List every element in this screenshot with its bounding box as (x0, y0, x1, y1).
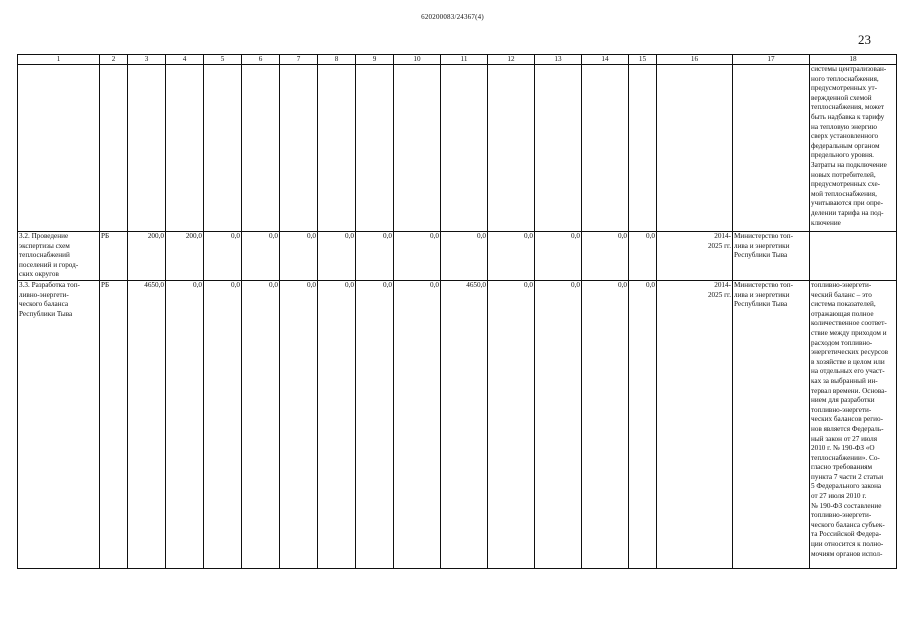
table-row (18, 281, 897, 569)
funding-source (100, 65, 128, 232)
value-cell (356, 65, 394, 232)
value-cell: 0,0 (582, 232, 629, 281)
column-header: 10 (394, 55, 441, 65)
column-header: 3 (128, 55, 166, 65)
value-cell: 0,0 (166, 281, 204, 569)
table-row (18, 65, 897, 232)
column-header: 15 (629, 55, 657, 65)
value-cell: 0,0 (204, 232, 242, 281)
note-cell: системы централизован- ного теплоснабжения, предусмотренных ут- вержденной схемой теплоснабжения, может быть надбавка к тарифу на тепловую энергию сверх установленного федеральным органом предельного уровня. Затраты на подключение новых потребителей, предусмотренных схе- мой теплоснабжения, учитываются при опре- делении тарифа на под- ключение (810, 65, 897, 232)
value-cell: 0,0 (488, 281, 535, 569)
table-row (18, 232, 897, 281)
note-cell (810, 232, 897, 281)
column-header: 14 (582, 55, 629, 65)
measure-name: 3.3. Разработка топ- ливно-энергети- ческого баланса Республики Тыва (18, 281, 100, 569)
value-cell: 4650,0 (128, 281, 166, 569)
column-header: 7 (280, 55, 318, 65)
value-cell: 0,0 (441, 232, 488, 281)
value-cell (441, 65, 488, 232)
column-header: 17 (733, 55, 810, 65)
value-cell (242, 65, 280, 232)
value-cell: 0,0 (535, 232, 582, 281)
value-cell: 200,0 (128, 232, 166, 281)
column-header: 5 (204, 55, 242, 65)
value-cell: 4650,0 (441, 281, 488, 569)
value-cell: 0,0 (280, 232, 318, 281)
column-header: 9 (356, 55, 394, 65)
value-cell: 0,0 (582, 281, 629, 569)
value-cell: 0,0 (242, 232, 280, 281)
executor-cell: Министерство топ- лива и энергетики Республики Тыва (733, 232, 810, 281)
value-cell: 0,0 (204, 281, 242, 569)
column-header: 1 (18, 55, 100, 65)
value-cell: 0,0 (629, 232, 657, 281)
value-cell (394, 65, 441, 232)
column-header: 2 (100, 55, 128, 65)
program-table (17, 54, 897, 569)
page-number: 23 (858, 32, 871, 47)
value-cell: 0,0 (242, 281, 280, 569)
column-header: 8 (318, 55, 356, 65)
value-cell (204, 65, 242, 232)
value-cell (629, 65, 657, 232)
measure-name (18, 65, 100, 232)
period-cell (657, 65, 733, 232)
value-cell: 0,0 (535, 281, 582, 569)
value-cell (535, 65, 582, 232)
value-cell: 0,0 (356, 232, 394, 281)
value-cell (166, 65, 204, 232)
value-cell: 200,0 (166, 232, 204, 281)
value-cell (128, 65, 166, 232)
period-cell: 2014- 2025 гг. (657, 232, 733, 281)
column-header: 13 (535, 55, 582, 65)
value-cell: 0,0 (356, 281, 394, 569)
value-cell (318, 65, 356, 232)
column-header: 18 (810, 55, 897, 65)
column-header: 4 (166, 55, 204, 65)
value-cell (280, 65, 318, 232)
value-cell (582, 65, 629, 232)
period-cell: 2014- 2025 гг. (657, 281, 733, 569)
executor-cell: Министерство топ- лива и энергетики Республики Тыва (733, 281, 810, 569)
column-header: 16 (657, 55, 733, 65)
value-cell (488, 65, 535, 232)
note-cell: топливно-энергети- ческий баланс – это система показателей, отражающая полное количественное соответ- ствие между приходом и расходом топливно- энергетических ресурсов в хозяйстве в целом или на отдельных его участ- ках за выбранный ин- тервал времени. Основа- нием для разработки топливно-энергети- ческих балансов регио- нов является Федераль- ный закон от 27 июля 2010 г. № 190-ФЗ «О теплоснабжении». Со- гласно требованиям пункта 7 части 2 статьи 5 Федерального закона от 27 июля 2010 г. № 190-ФЗ составление топливно-энергети- ческого баланса субъек- та Российской Федера- ции относится к полно- мочиям органов испол- (810, 281, 897, 569)
value-cell: 0,0 (488, 232, 535, 281)
column-header: 6 (242, 55, 280, 65)
value-cell: 0,0 (394, 281, 441, 569)
measure-name: 3.2. Проведение экспертизы схем теплоснабжений поселений и город- ских округов (18, 232, 100, 281)
column-header: 11 (441, 55, 488, 65)
value-cell: 0,0 (280, 281, 318, 569)
value-cell: 0,0 (394, 232, 441, 281)
value-cell: 0,0 (629, 281, 657, 569)
funding-source: РБ (100, 281, 128, 569)
column-header: 12 (488, 55, 535, 65)
value-cell: 0,0 (318, 281, 356, 569)
column-number-row (18, 55, 897, 65)
document-id: 620200083/24367(4) (421, 13, 484, 21)
value-cell: 0,0 (318, 232, 356, 281)
executor-cell (733, 65, 810, 232)
funding-source: РБ (100, 232, 128, 281)
